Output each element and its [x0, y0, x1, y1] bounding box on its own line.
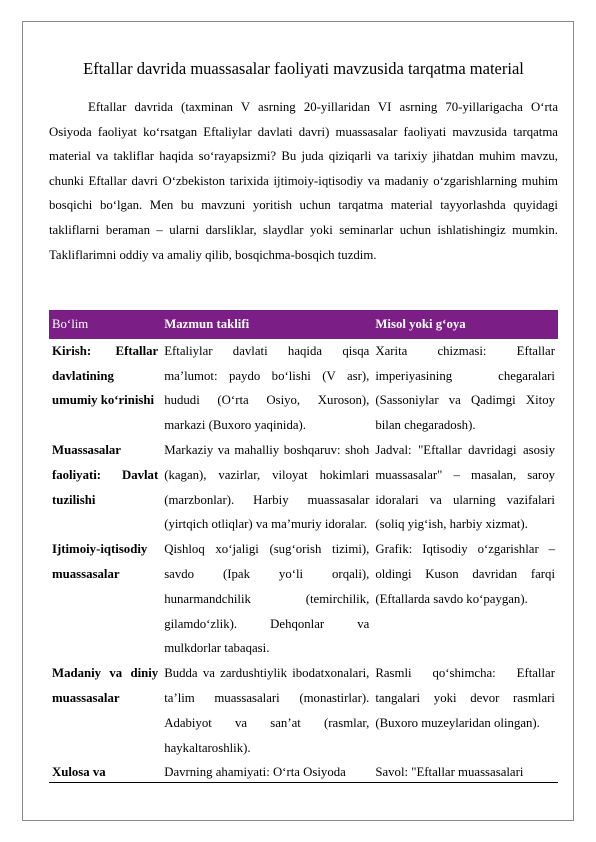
proposal-table: [49, 310, 558, 783]
row-section-cell: Kirish: Eftallar davlatining umumiy ko‘rinishi: [52, 343, 159, 408]
row-content-cell: Budda va zardushtiylik ibodatxonalari, ta’lim muassasalari (monastirlar). Adabiyot va san’at (rasmlar, haykaltaroshlik).: [164, 666, 370, 755]
row-content-cell: Qishloq xo‘jaligi (sug‘orish tizimi), savdo (Ipak yo‘li orqali), hunarmandchilik (temirchilik, gilamdo‘zlik). Dehqonlar va mulkdorlar tabaqasi.: [164, 542, 370, 656]
table-row: [49, 339, 558, 438]
row-example-cell: [372, 760, 558, 783]
row-example-cell: Jadval: "Eftallar davridagi asosiy muassasalar" – masalan, saroy idoralari va ularning vazifalari (soliq yig‘ish, harbiy xizmat).: [375, 442, 555, 532]
row-section-cell: Ijtimoiy-iqtisodiy muassasalar: [52, 542, 148, 581]
header-section: Bo‘lim: [49, 311, 161, 339]
row-content-text: Davrning ahamiyati: O‘rta Osiyoda: [164, 765, 346, 780]
row-section-text: Xulosa va: [52, 765, 106, 780]
header-example: Misol yoki g‘oya: [372, 311, 558, 339]
row-example-cell: Xarita chizmasi: Eftallar imperiyasining chegaralari (Sassoniylar va Qadimgi Xitoy bilan chegaradosh).: [375, 343, 555, 433]
document-title: Eftallar davrida muassasalar faoliyati mavzusida tarqatma material: [83, 59, 524, 78]
row-content-cell: [161, 760, 372, 783]
row-example-text: Savol: "Eftallar muassasalari: [375, 765, 524, 780]
row-section-cell: Muassasalar faoliyati: Davlat tuzilishi: [52, 442, 159, 507]
header-content: Mazmun taklifi: [161, 311, 372, 339]
row-content-cell: Markaziy va mahalliy boshqaruv: shoh (kagan), vazirlar, viloyat hokimlari (marzbonlar). Harbiy muassasalar (yirtqich otliqlar) va ma’muriy idoralar.: [164, 442, 370, 532]
table-row: [49, 537, 558, 661]
row-section-cell: [49, 760, 161, 783]
row-section-cell: Madaniy va diniy muassasalar: [52, 666, 159, 705]
table-header-row: [49, 311, 558, 339]
row-example-cell: Rasmli qo‘shimcha: Eftallar tangalari yoki devor rasmlari (Buxoro muzeylaridan olingan).: [375, 666, 555, 730]
table-row: [49, 661, 558, 760]
table-row: [49, 438, 558, 537]
row-content-cell: Eftaliylar davlati haqida qisqa ma’lumot: paydo bo‘lishi (V asr), hududi (O‘rta Osiyo, Xuroson), markazi (Buxoro yaqinida).: [164, 343, 370, 433]
table-row: [49, 760, 558, 783]
intro-paragraph: Eftallar davrida (taxminan V asrning 20-yillaridan VI asrning 70-yillarigacha O‘rta Osiyoda faoliyat ko‘rsatgan Eftaliylar davlati davri) muassasalar faoliyati mavzusida tarqatma material va takliflar haqida so‘rayapsizmi? Bu juda qiziqarli va tarixiy jihatdan muhim mavzu, chunki Eftallar davri O‘zbekiston tarixida ijtimoiy-iqtisodiy va madaniy o‘zgarishlarning muhim bosqichi bo‘lgan. Men bu mavzuni yoritish uchun tarqatma material tayyorlashda quyidagi takliflarni beraman – ularni darsliklar, slaydlar yoki seminarlar uchun ishlatishingiz mumkin. Takliflarimni oddiy va amaliy qilib, bosqichma-bosqich tuzdim.: [49, 100, 558, 262]
row-example-cell: Grafik: Iqtisodiy o‘zgarishlar – oldingi Kuson davridan farqi (Eftallarda savdo ko‘paygan).: [375, 542, 555, 606]
